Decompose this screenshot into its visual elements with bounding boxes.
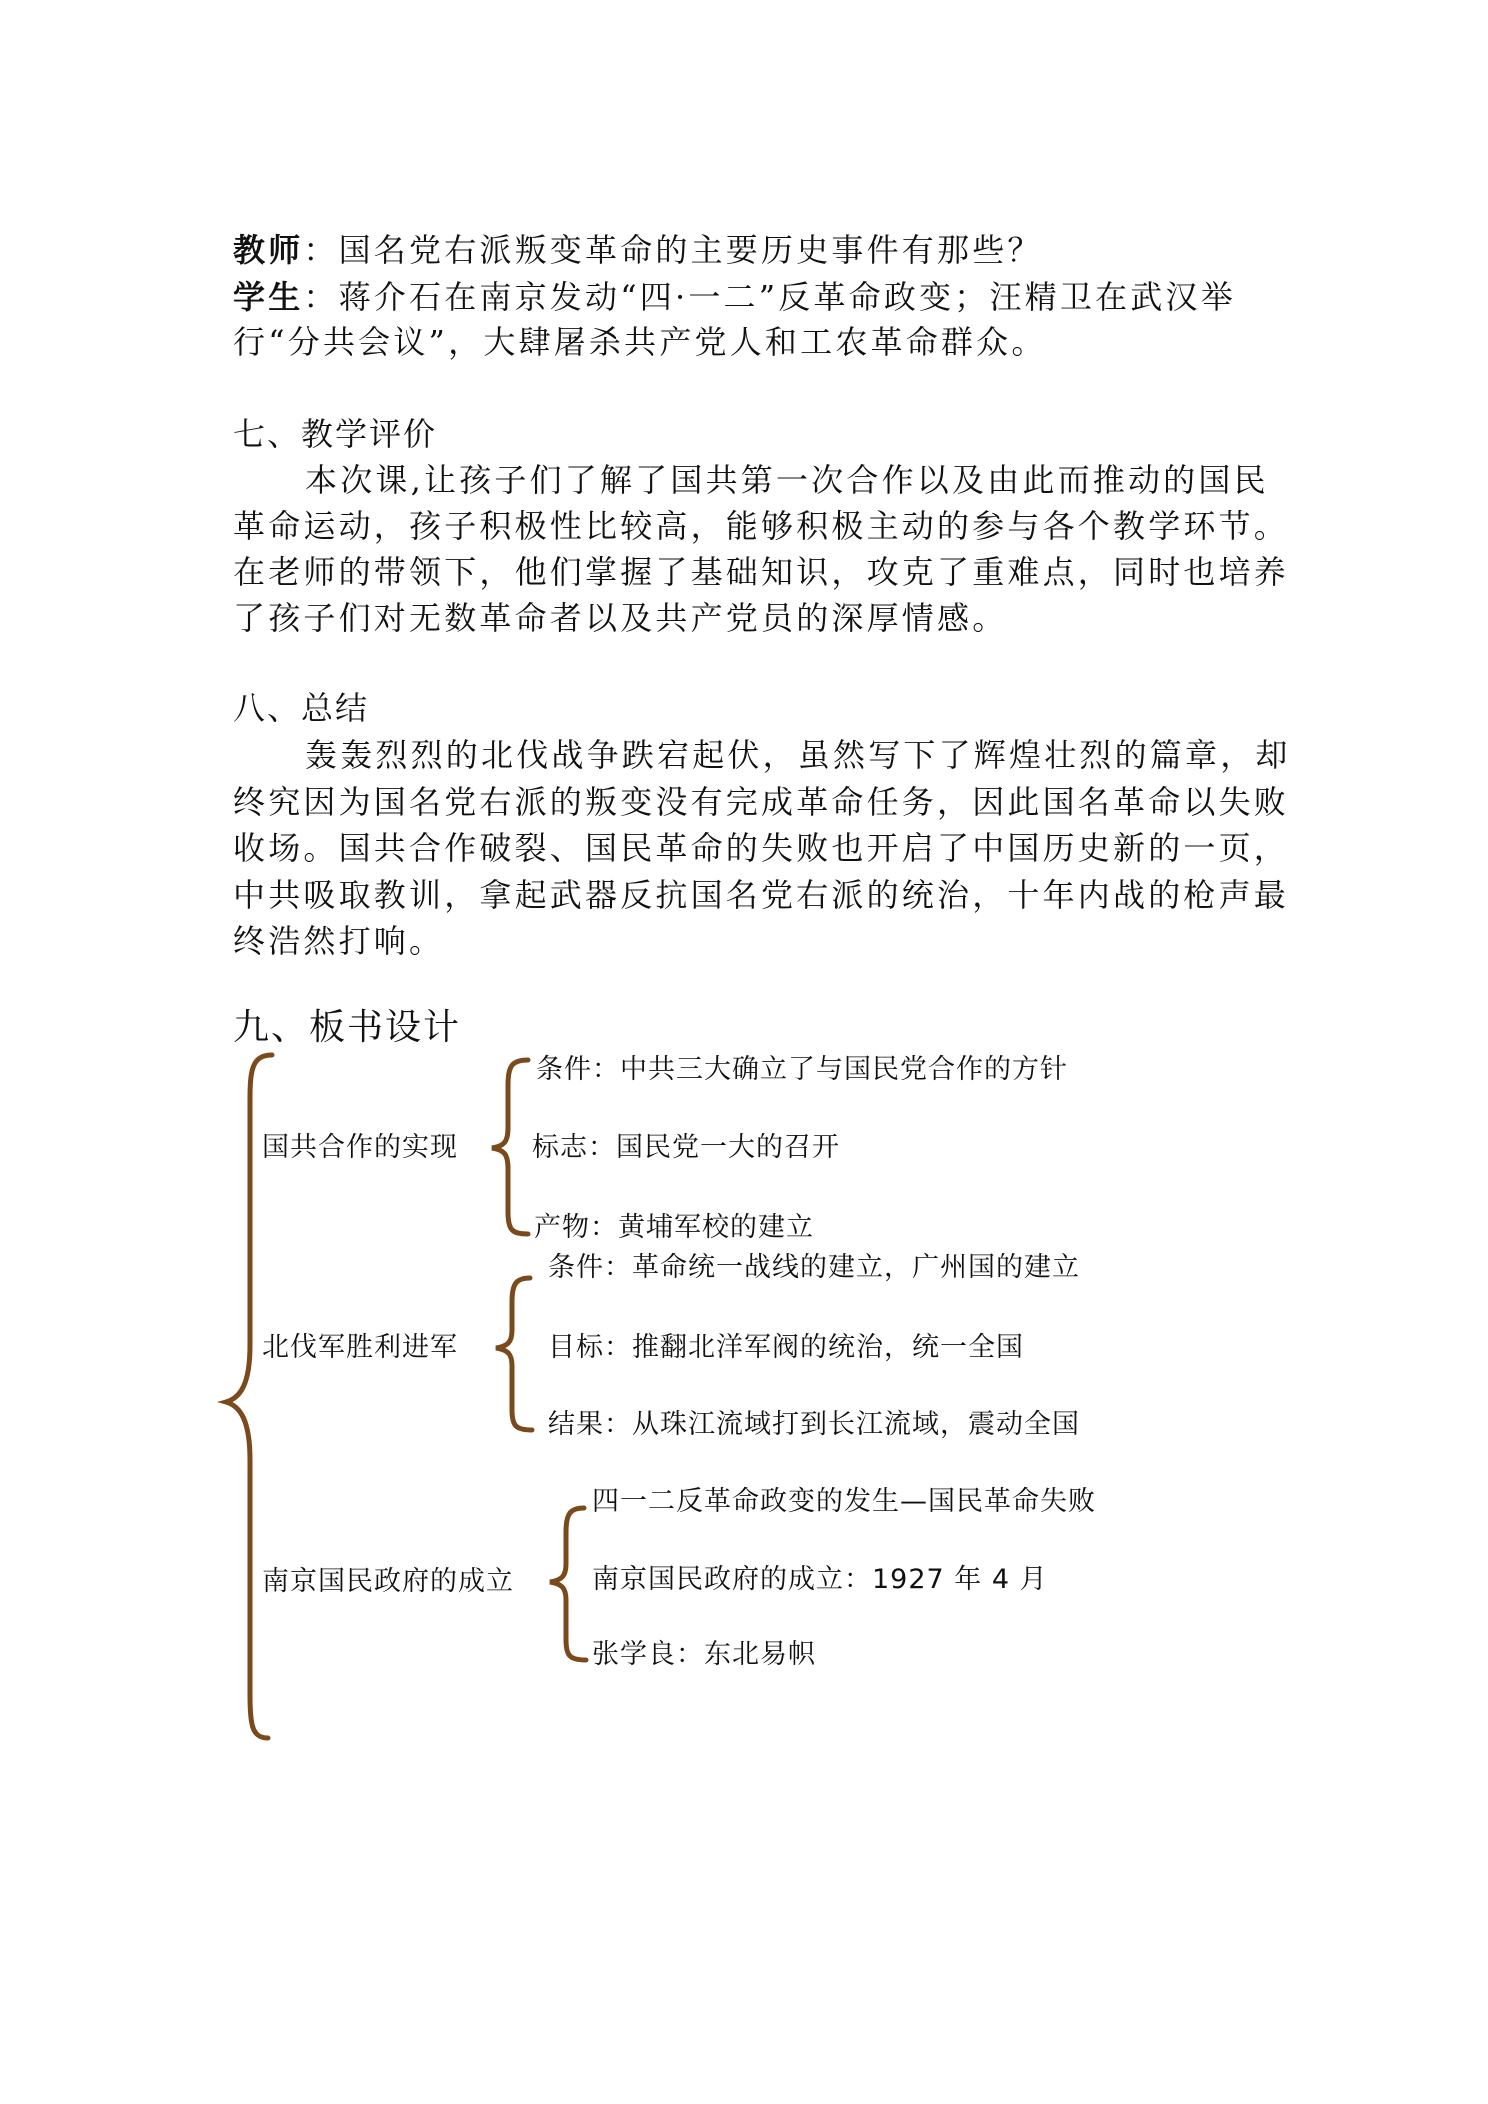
board-group-2-label: 北伐军胜利进军 <box>262 1332 458 1363</box>
section-7-line-2: 革命运动，孩子积极性比较高，能够积极主动的参与各个教学环节。 <box>233 507 1290 545</box>
board-group-2-item-3: 结果：从珠江流域打到长江流域，震动全国 <box>548 1409 1080 1440</box>
student-answer-line-1: 蒋介石在南京发动“四·一二”反革命政变；汪精卫在武汉举 <box>338 278 1236 316</box>
board-group-3-item-2: 南京国民政府的成立：1927 年 4 月 <box>592 1564 1048 1595</box>
brace-group-3 <box>550 1508 586 1660</box>
board-group-3-item-1: 四一二反革命政变的发生—国民革命失败 <box>592 1486 1096 1517</box>
teacher-question: 国名党右派叛变革命的主要历史事件有那些？ <box>338 231 1043 269</box>
brace-group-2 <box>496 1278 532 1430</box>
dialog-teacher: 教师：国名党右派叛变革命的主要历史事件有那些？ <box>233 231 1043 269</box>
speaker-teacher: 教师 <box>233 231 304 269</box>
dialog-student: 学生：蒋介石在南京发动“四·一二”反革命政变；汪精卫在武汉举 <box>233 278 1236 316</box>
section-8-line-5: 终浩然打响。 <box>233 922 445 960</box>
board-group-2-item-1: 条件：革命统一战线的建立，广州国的建立 <box>548 1252 1080 1283</box>
board-group-1-label: 国共合作的实现 <box>262 1132 458 1163</box>
board-group-1-item-1: 条件：中共三大确立了与国民党合作的方针 <box>536 1054 1068 1085</box>
section-8-line-2: 终究因为国名党右派的叛变没有完成革命任务，因此国名革命以失败 <box>233 783 1290 821</box>
section-8-line-3: 收场。国共合作破裂、国民革命的失败也开启了中国历史新的一页， <box>233 829 1290 867</box>
section-7-line-1: 本次课,让孩子们了解了国共第一次合作以及由此而推动的国民 <box>305 461 1269 499</box>
board-group-1-item-2: 标志：国民党一大的召开 <box>532 1132 840 1163</box>
speaker-student: 学生 <box>233 278 304 316</box>
student-answer-line-2: 行“分共会议”，大肆屠杀共产党人和工农革命群众。 <box>233 323 1047 361</box>
board-group-3-label: 南京国民政府的成立 <box>262 1566 514 1597</box>
section-8-line-4: 中共吸取教训，拿起武器反抗国名党右派的统治，十年内战的枪声最 <box>233 876 1290 914</box>
section-9-title: 九、板书设计 <box>233 1007 462 1048</box>
section-8-title: 八、总结 <box>233 689 370 727</box>
board-group-1-item-3: 产物：黄埔军校的建立 <box>534 1212 814 1243</box>
section-7-title: 七、教学评价 <box>233 415 438 453</box>
section-8-line-1: 轰轰烈烈的北伐战争跌宕起伏，虽然写下了辉煌壮烈的篇章，却 <box>305 736 1291 774</box>
section-7-line-4: 了孩子们对无数革命者以及共产党员的深厚情感。 <box>233 599 1008 637</box>
board-group-3-item-3: 张学良：东北易帜 <box>592 1639 816 1670</box>
board-group-2-item-2: 目标：推翻北洋军阀的统治，统一全国 <box>548 1332 1024 1363</box>
brace-group-1 <box>492 1060 528 1234</box>
section-7-line-3: 在老师的带领下，他们掌握了基础知识，攻克了重难点，同时也培养 <box>233 553 1290 591</box>
